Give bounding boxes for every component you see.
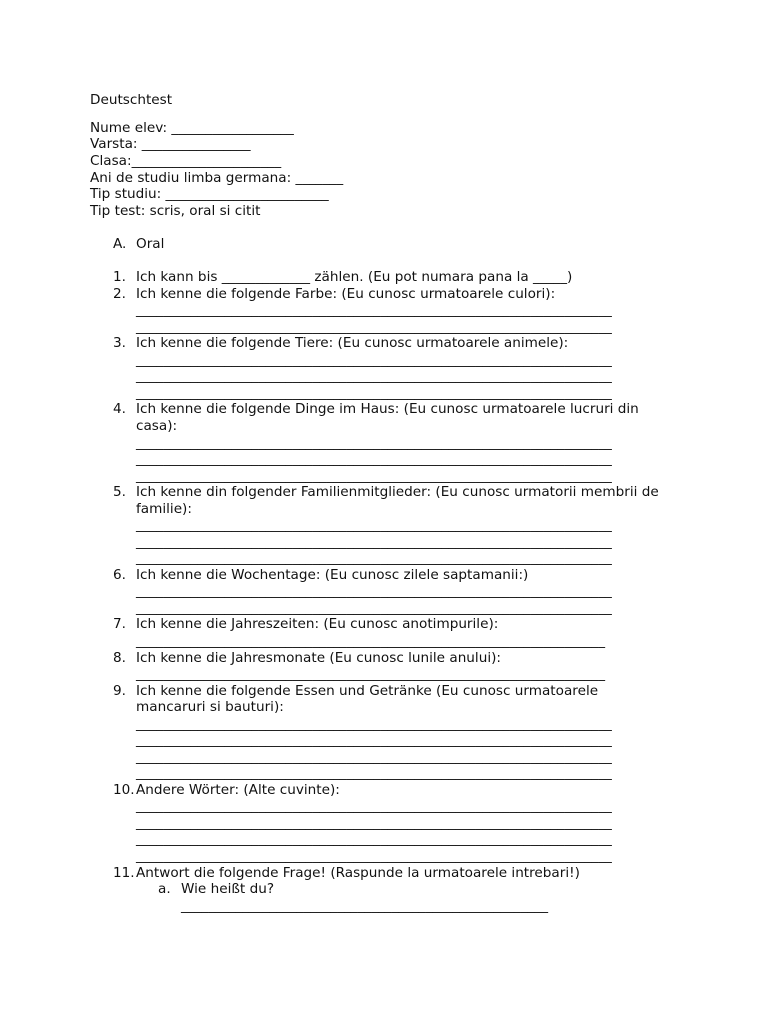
- item-text-4-line-1: Ich kenne die folgende Dinge im Haus: (Eu cunosc urmatoarele lucruri din: [136, 401, 639, 417]
- answer-line-10-4: ______________________________________________________________________: [136, 848, 612, 864]
- answer-line-7-1: _____________________________________________________________________: [136, 633, 605, 649]
- answer-line-6-1: ______________________________________________________________________: [136, 583, 612, 599]
- item-text-6: Ich kenne die Wochentage: (Eu cunosc zilele saptamanii:): [136, 567, 529, 583]
- item-text-4-line-2: casa):: [136, 418, 178, 434]
- item-number-2: 2.: [113, 286, 126, 302]
- item-text-8: Ich kenne die Jahresmonate (Eu cunosc lunile anului):: [136, 650, 501, 666]
- item-number-4: 4.: [113, 401, 126, 417]
- item-text-5-line-2: familie):: [136, 501, 192, 517]
- answer-line-9-4: ______________________________________________________________________: [136, 765, 612, 781]
- item-text-9-line-1: Ich kenne die folgende Essen und Getränke (Eu cunosc urmatoarele: [136, 683, 599, 699]
- document-title: Deutschtest: [90, 92, 173, 108]
- item-text-1: Ich kann bis _____________ zählen. (Eu pot numara pana la _____): [136, 269, 573, 285]
- item-number-10: 10.: [113, 782, 135, 798]
- item-number-8: 8.: [113, 650, 126, 666]
- item-text-2: Ich kenne die folgende Farbe: (Eu cunosc urmatoarele culori):: [136, 286, 556, 302]
- answer-line-2-2: ______________________________________________________________________: [136, 319, 612, 335]
- answer-line-9-3: ______________________________________________________________________: [136, 749, 612, 765]
- subitem-text-a: Wie heißt du?: [181, 881, 275, 897]
- answer-line-4-3: ______________________________________________________________________: [136, 468, 612, 484]
- item-text-5-line-1: Ich kenne din folgender Familienmitglieder: (Eu cunosc urmatorii membrii de: [136, 484, 659, 500]
- section-marker: A.: [113, 236, 127, 252]
- item-number-1: 1.: [113, 269, 126, 285]
- item-number-7: 7.: [113, 616, 126, 632]
- answer-line-10-2: ______________________________________________________________________: [136, 815, 612, 831]
- answer-line-9-2: ______________________________________________________________________: [136, 732, 612, 748]
- field-class: Clasa:______________________: [90, 153, 282, 169]
- item-number-9: 9.: [113, 683, 126, 699]
- subitem-marker-a: a.: [158, 881, 171, 897]
- section-label: Oral: [136, 236, 165, 252]
- answer-line-9-1: ______________________________________________________________________: [136, 716, 612, 732]
- answer-line-6-2: ______________________________________________________________________: [136, 600, 612, 616]
- field-test-type: Tip test: scris, oral si citit: [90, 203, 261, 219]
- item-number-6: 6.: [113, 567, 126, 583]
- field-age: Varsta: ________________: [90, 136, 251, 152]
- answer-line-10-1: ______________________________________________________________________: [136, 798, 612, 814]
- answer-line-10-3: ______________________________________________________________________: [136, 831, 612, 847]
- answer-line-3-1: ______________________________________________________________________: [136, 352, 612, 368]
- answer-line-5-3: ______________________________________________________________________: [136, 550, 612, 566]
- answer-line-2-1: ______________________________________________________________________: [136, 302, 612, 318]
- item-text-3: Ich kenne die folgende Tiere: (Eu cunosc urmatoarele animele):: [136, 335, 569, 351]
- item-number-3: 3.: [113, 335, 126, 351]
- answer-line-8-1: _____________________________________________________________________: [136, 666, 605, 682]
- field-student-name: Nume elev: __________________: [90, 120, 294, 136]
- answer-line-3-3: ______________________________________________________________________: [136, 385, 612, 401]
- item-text-11: Antwort die folgende Frage! (Raspunde la urmatoarele intrebari!): [136, 865, 580, 881]
- item-number-11: 11.: [113, 865, 135, 881]
- answer-line-4-1: ______________________________________________________________________: [136, 435, 612, 451]
- item-number-5: 5.: [113, 484, 126, 500]
- answer-line-3-2: ______________________________________________________________________: [136, 368, 612, 384]
- field-years-study: Ani de studiu limba germana: _______: [90, 170, 344, 186]
- item-text-7: Ich kenne die Jahreszeiten: (Eu cunosc anotimpurile):: [136, 616, 499, 632]
- item-text-10: Andere Wörter: (Alte cuvinte):: [136, 782, 340, 798]
- answer-line-11-a: ______________________________________________________: [181, 898, 549, 914]
- field-study-type: Tip studiu: ________________________: [90, 186, 329, 202]
- answer-line-4-2: ______________________________________________________________________: [136, 451, 612, 467]
- item-text-9-line-2: mancaruri si bauturi):: [136, 699, 284, 715]
- answer-line-5-1: ______________________________________________________________________: [136, 517, 612, 533]
- answer-line-5-2: ______________________________________________________________________: [136, 534, 612, 550]
